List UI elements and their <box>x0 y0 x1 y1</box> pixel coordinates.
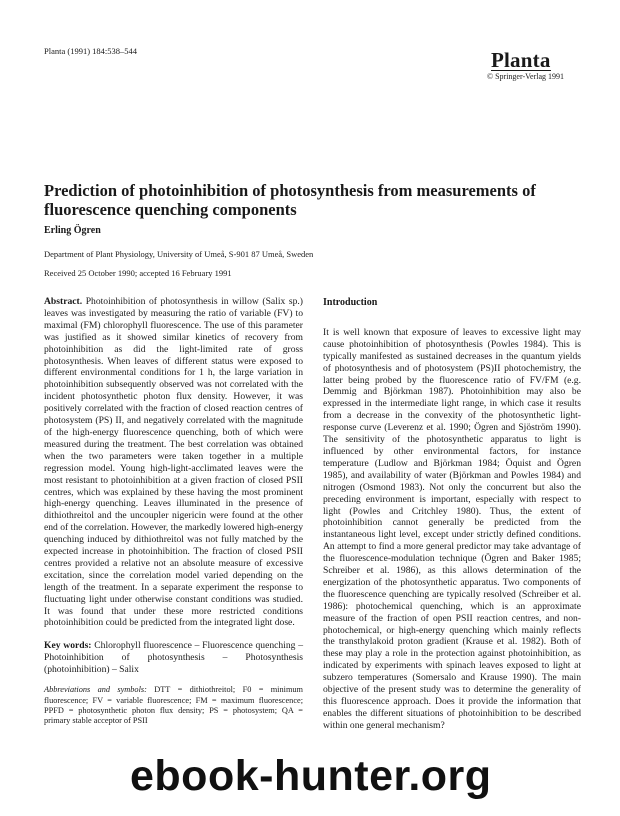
watermark: ebook-hunter.org <box>130 752 492 800</box>
abbreviations-label: Abbreviations and symbols: <box>44 685 147 695</box>
abstract-label: Abstract. <box>44 296 83 307</box>
article-title: Prediction of photoinhibition of photosynthesis from measurements of fluorescence quenching components <box>44 181 536 219</box>
keywords-label: Key words: <box>44 640 92 652</box>
journal-logo: Planta <box>491 48 551 72</box>
author-name: Erling Ögren <box>44 225 101 236</box>
received-dates: Received 25 October 1990; accepted 16 February 1991 <box>44 268 232 278</box>
abbreviations-paragraph <box>44 685 303 727</box>
left-column <box>44 296 303 727</box>
introduction-text: It is well known that exposure of leaves to excessive light may cause photoinhibition of photosynthesis (Powles 1984). This is typically manifested as sustained decreases in the quantum yields of photosynthesis and of photosystem (PS)II photochemistry, the latter being probed by the fluorescence ratio of FV/FM (e.g. Demmig and Björkman 1987). Photoinhibition may also be expressed in the intermediate light range, in which case it results from a decrease in the convexity of the photosynthetic light-response curve (Leverenz et al. 1990; Ögren and Sjöström 1990). The sensitivity of the photosynthetic apparatus to light is influenced by other environmental factors, for instance temperature (Ludlow and Björkman 1984; Öquist and Ögren 1985), and availability of water (Björkman and Powles 1984) and nitrogen (Osmond 1983). Not only the concurrent but also the preceding environment is important, especially with respect to light (Powles and Critchley 1980). Thus, the extent of photoinhibition cannot generally be predicted from the instantaneous light level, except under strictly defined conditions. An attempt to find a more general predictor may take advantage of the fluorescence-modulation technique (Ögren and Baker 1985; Schreiber et al. 1986), as this allows determination of the energization of the photosynthetic apparatus. Two components of the fluorescence quenching are typically resolved (Schreiber et al. 1986): photochemical quenching, which is an approximate measure of the fraction of open PSII reaction centres, and non-photochemical, or high-energy quenching which mainly reflects the transthylakoid proton gradient (Krause et al. 1982). Both of these may play a role in the protection against photoinhibition, as indicated by experiments with spinach leaves exposed to light at subzero temperatures (Somersalo and Krause 1990). The main objective of the present study was to determine the generality of this fluorescence approach. Does it provide the information that enables the different situations of photoinhibition to be described within one general mechanism? <box>323 326 581 731</box>
abstract-paragraph <box>44 296 303 629</box>
abbreviations-text: DTT = dithiothreitol; F0 = minimum fluorescence; FV = variable fluorescence; FM = maximum fluorescence; PPFD = photosynthetic photon flux density; PS = photosystem; QA = primary stable acceptor of PSII <box>44 685 303 726</box>
abstract-text: Photoinhibition of photosynthesis in willow (Salix sp.) leaves was investigated by measuring the ratio of variable (FV) to maximal (FM) chlorophyll fluorescence. The use of this parameter was justified as it showed similar kinetics of recovery from photoinhibition as did the light-limited rate of gross photosynthesis. When leaves of different status were exposed to different environmental conditions for 1 h, the large variation in photoinhibition subsequently observed was not correlated with the incident photosynthetic photon flux density. However, it was positively correlated with the fraction of closed reaction centres of photosystem (PS) II, and negatively correlated with the magnitude of the high-energy fluorescence quenching, both of which were measured during the treatment. The best correlation was obtained when the two parameters were taken together in a multiple regression model. Young high-light-acclimated leaves were the most resistant to photoinhibition at a given fraction of closed PSII centres, which was explained by these having the most prominent high-energy quenching. Leaves illuminated in the presence of dithiothreitol and the uncoupler nigericin were found at the other end of the correlation. However, the markedly lowered high-energy quenching induced by dithiothreitol was not fully matched by the expected increase in photoinhibition. The fraction of closed PSII centres provided a relative not an absolute measure of excessive excitation, since the correlation model varied depending on the length of the treatment. In a separate experiment the response to fluctuating light under otherwise constant conditions was studied. It was found that under these more restricted conditions photoinhibition could be predicted from the integrated light dose. <box>44 296 303 629</box>
keywords-text: Chlorophyll fluorescence – Fluorescence quenching – Photoinhibition of photosynthesis – Photosynthesis (photoinhibition) – Salix <box>44 640 303 676</box>
publisher-copyright: © Springer-Verlag 1991 <box>487 72 565 81</box>
keywords-paragraph <box>44 640 303 676</box>
right-column <box>323 297 581 732</box>
journal-reference: Planta (1991) 184:538–544 <box>44 46 138 56</box>
author-affiliation: Department of Plant Physiology, University of Umeå, S-901 87 Umeå, Sweden <box>44 249 314 259</box>
introduction-heading: Introduction <box>323 297 378 308</box>
